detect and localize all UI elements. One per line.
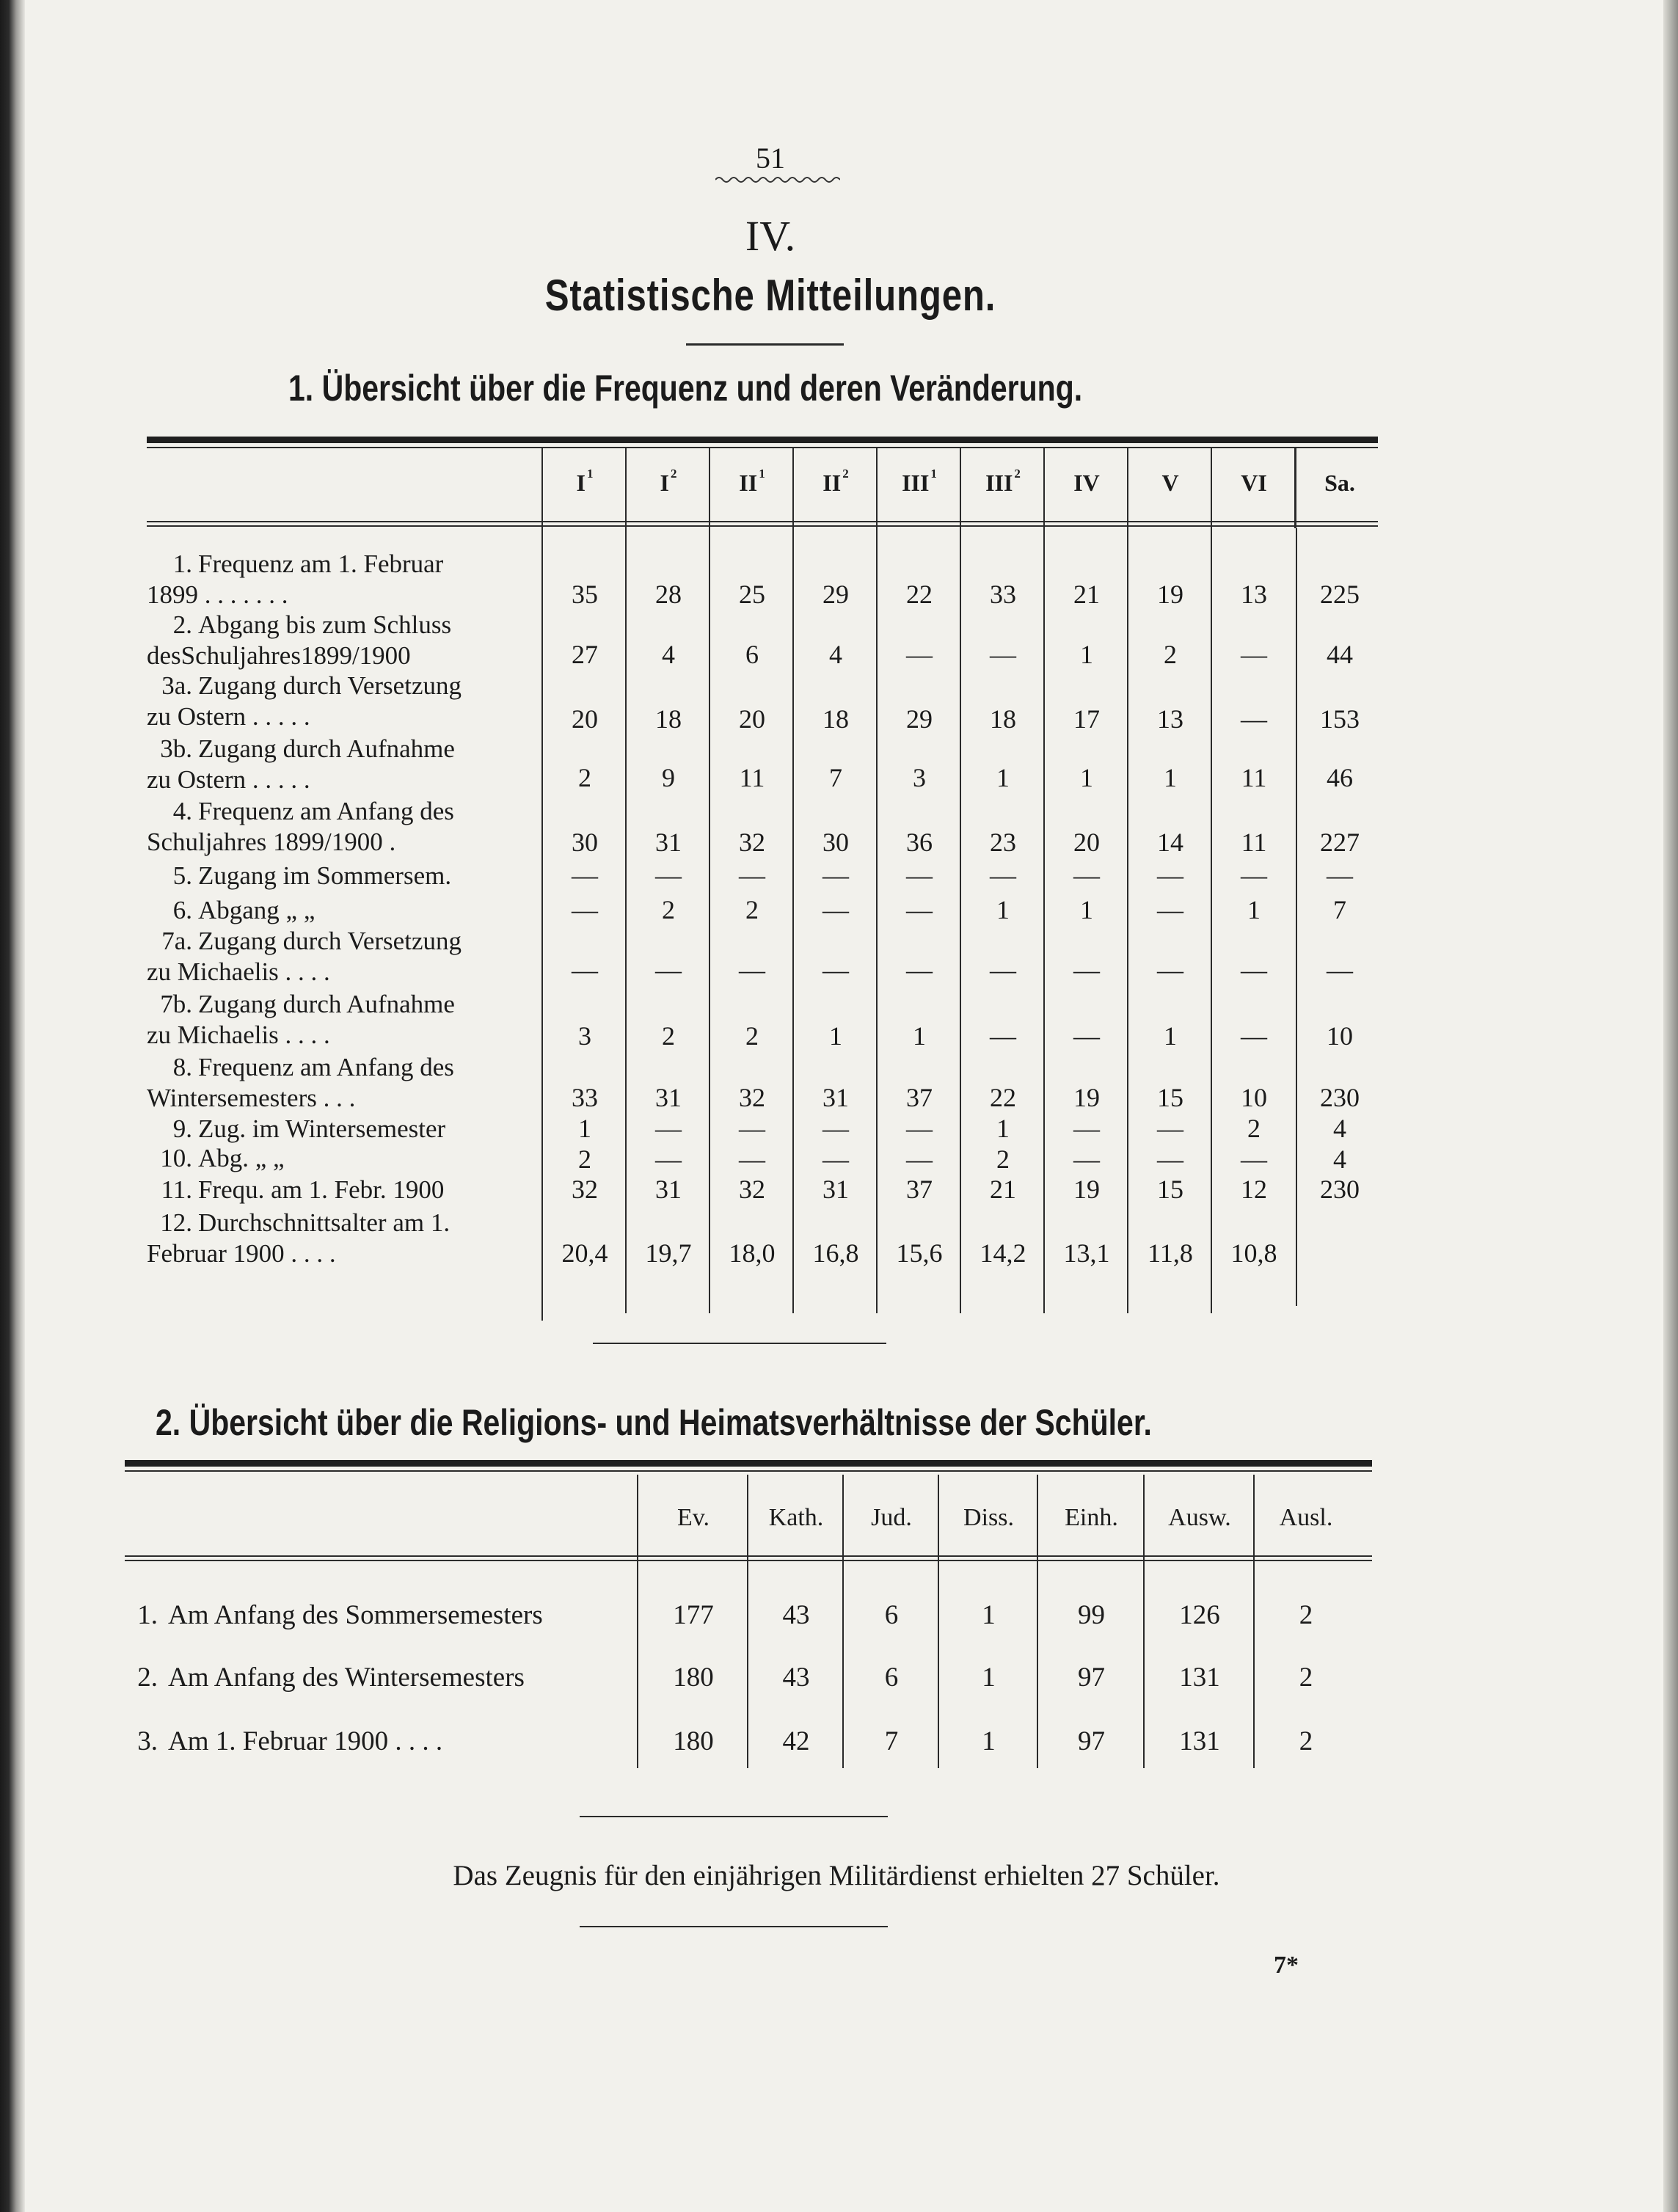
table1-cell: 1 — [1080, 895, 1093, 924]
column-header-sup: 2 — [1014, 467, 1021, 481]
table2-cell: 43 — [782, 1600, 810, 1630]
table2-column-header: Ev. — [676, 1504, 710, 1531]
table1-column-header — [794, 467, 878, 497]
table1-cell: 36 — [906, 828, 933, 857]
table1-cell: 44 — [1327, 640, 1353, 669]
table1-cell: — — [1157, 895, 1183, 924]
table1-cell: 22 — [906, 580, 933, 609]
table1-cell: — — [1241, 640, 1267, 669]
table1-column-header — [710, 467, 794, 497]
column-header-base: V — [1161, 470, 1179, 496]
table1-cell: 14,2 — [980, 1238, 1026, 1268]
table2-cell: 42 — [782, 1726, 810, 1756]
table1-cell: 10 — [1327, 1021, 1353, 1051]
table1-cell: — — [655, 1145, 682, 1174]
table1-cell: — — [1241, 704, 1267, 734]
table1-cell: — — [990, 861, 1016, 890]
table1-cell: 2 — [1164, 640, 1177, 669]
table1-cell: 13,1 — [1063, 1238, 1110, 1268]
table1-cell: 1 — [578, 1114, 591, 1143]
row-number: 2. — [137, 1662, 158, 1693]
table1-cell: — — [822, 1114, 849, 1143]
table2-column-header: Ausw. — [1168, 1504, 1231, 1531]
row-number: 9. — [172, 1114, 192, 1143]
table1-cell: 4 — [829, 640, 842, 669]
table2-row-label — [125, 1726, 442, 1757]
row-label-text: Zugang im Sommersem. — [198, 861, 452, 890]
table1-cell: 230 — [1320, 1175, 1360, 1204]
page-right-edge — [1663, 0, 1678, 2212]
table2-cell: 131 — [1179, 1726, 1220, 1756]
column-header-sup: 1 — [759, 467, 765, 481]
table1-cell: — — [1241, 955, 1267, 985]
table2-cell: 2 — [1299, 1600, 1313, 1630]
row-number: 3a. — [161, 671, 192, 700]
table1-cell: 7 — [829, 763, 842, 792]
table1-cell: 1 — [1164, 1021, 1177, 1051]
table1-cell: — — [990, 1021, 1016, 1051]
religion-table — [125, 1460, 1372, 1768]
table1-cell: 10,8 — [1230, 1238, 1277, 1268]
row-label-text: Am 1. Februar 1900 . . . . — [168, 1726, 443, 1756]
table1-cell: 32 — [739, 1175, 765, 1204]
table1-cell: — — [1073, 955, 1100, 985]
table1-row-label: zu Ostern . . . . . — [147, 765, 310, 794]
row-number: 3b. — [160, 734, 192, 763]
table1-cell: 31 — [822, 1175, 849, 1204]
row-label-text: Frequenz am Anfang des — [198, 1053, 454, 1081]
table1-cell: 11 — [1241, 763, 1267, 792]
row-label-text: Frequenz am 1. Februar — [198, 550, 444, 578]
table1-cell: 16,8 — [812, 1238, 859, 1268]
table1-cell: — — [739, 861, 765, 890]
table1-cell: 1 — [1080, 640, 1093, 669]
row-label-text: Am Anfang des Sommersemesters — [168, 1600, 543, 1630]
row-label-text: Durchschnittsalter am 1. — [198, 1208, 450, 1237]
table1-column-header — [627, 467, 710, 497]
table1-cell: 19 — [1073, 1083, 1100, 1112]
table1-cell: 2 — [662, 895, 675, 924]
table1-cell: 14 — [1157, 828, 1183, 857]
table1-row-label: zu Michaelis . . . . — [147, 957, 330, 986]
table1-row-label — [147, 549, 528, 579]
table1-column-header — [1128, 470, 1212, 497]
row-number: 5. — [172, 861, 192, 890]
table1-cell: 30 — [822, 828, 849, 857]
table2-cell: 43 — [782, 1662, 810, 1693]
table1-cell: — — [655, 955, 682, 985]
table1-cell: — — [1327, 955, 1353, 985]
table1-cell: — — [572, 861, 598, 890]
row-label-text: Abgang „ „ — [198, 896, 315, 924]
table1-cell: 21 — [1073, 580, 1100, 609]
table1-row-label — [147, 926, 528, 956]
table2-cell: 97 — [1078, 1726, 1105, 1756]
chapter-numeral: IV. — [745, 212, 796, 260]
table1-cell: — — [906, 895, 933, 924]
table1-cell: 1 — [829, 1021, 842, 1051]
table1-cell: 18 — [822, 704, 849, 734]
column-header-sup: 1 — [930, 467, 937, 481]
table1-cell: 32 — [739, 1083, 765, 1112]
table1-cell: 1 — [1080, 763, 1093, 792]
table1-cell: 20 — [739, 704, 765, 734]
column-header-base: Sa. — [1324, 470, 1355, 496]
table1-row-label — [147, 1114, 528, 1144]
table1-cell: — — [1073, 1021, 1100, 1051]
frequency-table — [147, 426, 1378, 1306]
table1-cell: 28 — [655, 580, 682, 609]
table1-cell: — — [1073, 1145, 1100, 1174]
table1-cell: 153 — [1320, 704, 1360, 734]
table1-cell: 1 — [996, 1114, 1010, 1143]
row-number: 10. — [160, 1144, 192, 1172]
table1-cell: 1 — [996, 895, 1010, 924]
table1-cell: 20 — [572, 704, 598, 734]
table1-row-label — [147, 989, 528, 1019]
table1-cell: — — [655, 1114, 682, 1143]
row-label-text: Abgang bis zum Schluss — [198, 610, 452, 639]
table1-cell: 12 — [1241, 1175, 1267, 1204]
table1-row-label — [147, 1208, 528, 1238]
table1-cell: 18 — [990, 704, 1016, 734]
table1-cell: 18,0 — [729, 1238, 776, 1268]
table1-cell: 9 — [662, 763, 675, 792]
table1-cell: 4 — [1333, 1145, 1346, 1174]
table1-cell: — — [822, 895, 849, 924]
table1-cell: 19 — [1073, 1175, 1100, 1204]
row-number: 8. — [172, 1053, 192, 1081]
table2-cell: 1 — [982, 1662, 996, 1693]
table2-cell: 97 — [1078, 1662, 1105, 1693]
table2-column-header: Diss. — [963, 1504, 1014, 1531]
table1-cell: 37 — [906, 1175, 933, 1204]
table1-row-label — [147, 895, 528, 925]
table1-cell: 1 — [913, 1021, 926, 1051]
table1-cell: — — [1073, 1114, 1100, 1143]
row-label-text: Zugang durch Versetzung — [198, 927, 462, 955]
table1-cell: 37 — [906, 1083, 933, 1112]
table1-cell: — — [739, 1114, 765, 1143]
table2-cell: 99 — [1078, 1600, 1105, 1630]
table1-cell: 4 — [1333, 1114, 1346, 1143]
row-label-text: Abg. „ „ — [198, 1144, 285, 1172]
column-header-sup: 2 — [842, 467, 849, 481]
section-divider-rule — [593, 1343, 886, 1344]
column-header-base: I — [576, 470, 586, 496]
chapter-title: Statistische Mitteilungen. — [544, 271, 996, 320]
table1-row-label — [147, 671, 528, 701]
table1-cell: 19 — [1157, 580, 1183, 609]
table1-cell: — — [906, 1145, 933, 1174]
table2-cell: 131 — [1179, 1662, 1220, 1693]
column-header-sup: 2 — [670, 467, 677, 481]
column-header-sup: 1 — [586, 467, 594, 481]
table1-cell: — — [990, 955, 1016, 985]
table2-column-header: Einh. — [1065, 1504, 1118, 1531]
column-header-base: II — [739, 470, 758, 496]
table1-cell: — — [1241, 861, 1267, 890]
table2-cell: 2 — [1299, 1662, 1313, 1693]
table1-cell: 4 — [662, 640, 675, 669]
table1-cell: 7 — [1333, 895, 1346, 924]
table1-row-label — [147, 1143, 528, 1173]
table1-row-label — [147, 861, 528, 891]
row-label-text: Zugang durch Aufnahme — [198, 734, 455, 763]
table1-cell: 230 — [1320, 1083, 1360, 1112]
table1-cell: 29 — [906, 704, 933, 734]
table2-column-header: Ausl. — [1279, 1504, 1333, 1531]
table1-cell: 20,4 — [561, 1238, 608, 1268]
column-header-base: VI — [1241, 470, 1267, 496]
row-label-text: Zugang durch Aufnahme — [198, 990, 455, 1018]
table1-cell: 17 — [1073, 704, 1100, 734]
table2-cell: 177 — [673, 1600, 714, 1630]
table1-cell: — — [1073, 861, 1100, 890]
table1-cell: — — [739, 1145, 765, 1174]
table2-row-label — [125, 1662, 525, 1693]
table1-cell: — — [655, 861, 682, 890]
row-number: 7a. — [161, 927, 192, 955]
row-label-text: Zug. im Wintersemester — [198, 1114, 446, 1143]
table2-cell: 6 — [884, 1662, 899, 1693]
table2-cell: 180 — [673, 1662, 714, 1693]
table1-row-label: zu Michaelis . . . . — [147, 1021, 330, 1049]
column-header-base: III — [902, 470, 930, 496]
row-number: 2. — [172, 610, 192, 639]
row-number: 4. — [172, 797, 192, 825]
table1-cell: 13 — [1241, 580, 1267, 609]
table2-heading: 2. Übersicht über die Religions- und Heimatsverhältnisse der Schüler. — [156, 1402, 1152, 1443]
table1-column-header — [543, 467, 627, 497]
table1-cell: — — [739, 955, 765, 985]
table1-column-header — [1045, 470, 1128, 497]
page-binding-edge — [0, 0, 25, 2212]
table1-cell: 2 — [578, 763, 591, 792]
table1-cell: 3 — [913, 763, 926, 792]
table1-row-label — [147, 1052, 528, 1082]
table1-cell: 32 — [739, 828, 765, 857]
row-label-text: Frequ. am 1. Febr. 1900 — [198, 1175, 445, 1204]
table1-cell: 2 — [996, 1145, 1010, 1174]
table1-cell: 15 — [1157, 1083, 1183, 1112]
table1-row-label: Februar 1900 . . . . — [147, 1239, 336, 1268]
table1-cell: — — [822, 1145, 849, 1174]
table1-cell: — — [1157, 955, 1183, 985]
table1-row-label: zu Ostern . . . . . — [147, 702, 310, 731]
table2-cell: 126 — [1179, 1600, 1220, 1630]
page-number: 51 — [756, 142, 785, 175]
table2-row-label — [125, 1599, 543, 1631]
table1-cell: 2 — [1247, 1114, 1261, 1143]
row-number: 3. — [137, 1726, 158, 1756]
table1-cell: — — [990, 640, 1016, 669]
table1-cell: 11,8 — [1148, 1238, 1193, 1268]
table1-cell: — — [1157, 861, 1183, 890]
table1-cell: — — [906, 955, 933, 985]
table2-cell: 180 — [673, 1726, 714, 1756]
table1-cell: — — [572, 895, 598, 924]
table1-cell: 31 — [655, 1175, 682, 1204]
table1-cell: 1 — [1164, 763, 1177, 792]
table1-cell: 31 — [655, 1083, 682, 1112]
table1-cell: 225 — [1320, 580, 1360, 609]
row-label-text: Am Anfang des Wintersemesters — [168, 1662, 525, 1693]
table1-row-label: 1899 . . . . . . . — [147, 580, 288, 609]
table1-cell: 227 — [1320, 828, 1360, 857]
table1-column-header — [1296, 470, 1384, 497]
table1-cell: 19,7 — [645, 1238, 692, 1268]
table1-cell: — — [1241, 1145, 1267, 1174]
table1-cell: 18 — [655, 704, 682, 734]
table1-cell: 29 — [822, 580, 849, 609]
signature-mark: 7* — [1274, 1952, 1299, 1979]
table1-cell: 30 — [572, 828, 598, 857]
table1-cell: 2 — [662, 1021, 675, 1051]
table2-column-header: Kath. — [768, 1504, 824, 1531]
table1-cell: 20 — [1073, 828, 1100, 857]
table1-cell: 22 — [990, 1083, 1016, 1112]
table1-cell: 46 — [1327, 763, 1353, 792]
table1-row-label: desSchuljahres1899/1900 — [147, 641, 411, 670]
row-number: 1. — [172, 550, 192, 578]
table1-heading: 1. Übersicht über die Frequenz und deren Veränderung. — [288, 368, 1083, 409]
table2-cell: 1 — [982, 1600, 996, 1630]
table1-row-label: Wintersemesters . . . — [147, 1084, 356, 1112]
row-number: 11. — [161, 1175, 192, 1204]
table1-cell: 11 — [739, 763, 765, 792]
table1-cell: 27 — [572, 640, 598, 669]
table1-cell: 15 — [1157, 1175, 1183, 1204]
column-header-base: III — [985, 470, 1013, 496]
table1-cell: — — [906, 861, 933, 890]
table1-cell: 10 — [1241, 1083, 1267, 1112]
column-header-base: IV — [1073, 470, 1100, 496]
table1-cell: 23 — [990, 828, 1016, 857]
table1-cell: — — [572, 955, 598, 985]
table2-cell: 2 — [1299, 1726, 1313, 1756]
table1-cell: — — [1241, 1021, 1267, 1051]
row-number: 6. — [172, 896, 192, 924]
militaerdienst-note: Das Zeugnis für den einjährigen Militärdienst erhielten 27 Schüler. — [453, 1860, 1220, 1891]
table1-cell: — — [1157, 1145, 1183, 1174]
table2-cell: 1 — [982, 1726, 996, 1756]
table1-cell: — — [822, 861, 849, 890]
row-label-text: Frequenz am Anfang des — [198, 797, 454, 825]
title-rule — [686, 343, 844, 346]
table1-cell: 35 — [572, 580, 598, 609]
table1-cell: 11 — [1241, 828, 1267, 857]
table1-row-label: Schuljahres 1899/1900 . — [147, 828, 396, 856]
table1-cell: — — [906, 1114, 933, 1143]
table1-cell: 2 — [578, 1145, 591, 1174]
column-header-base: I — [660, 470, 669, 496]
table1-cell: — — [1327, 861, 1353, 890]
table1-row-label — [147, 796, 528, 826]
table1-cell: 6 — [745, 640, 759, 669]
table1-cell: 31 — [655, 828, 682, 857]
table1-cell: 2 — [745, 895, 759, 924]
table1-cell: 21 — [990, 1175, 1016, 1204]
table1-cell: 3 — [578, 1021, 591, 1051]
table1-cell: 32 — [572, 1175, 598, 1204]
table1-cell: 33 — [572, 1083, 598, 1112]
table2-column-header: Jud. — [871, 1504, 912, 1531]
table1-column-header — [878, 467, 961, 497]
column-header-base: II — [822, 470, 842, 496]
table1-row-label — [147, 1175, 528, 1205]
table1-row-label — [147, 610, 528, 640]
wavy-ornament — [715, 175, 840, 185]
table1-cell: 2 — [745, 1021, 759, 1051]
row-number: 7b. — [160, 990, 192, 1018]
row-number: 12. — [160, 1208, 192, 1237]
table1-cell: 31 — [822, 1083, 849, 1112]
row-label-text: Zugang durch Versetzung — [198, 671, 462, 700]
table1-cell: 13 — [1157, 704, 1183, 734]
table1-cell: 1 — [1247, 895, 1261, 924]
table2-cell: 7 — [884, 1726, 899, 1756]
table2-cell: 6 — [884, 1600, 899, 1630]
table1-cell: — — [822, 955, 849, 985]
table1-column-header — [961, 467, 1045, 497]
table1-cell: 33 — [990, 580, 1016, 609]
table1-cell: — — [1157, 1114, 1183, 1143]
note-top-rule — [580, 1816, 888, 1817]
note-bottom-rule — [580, 1926, 888, 1927]
table1-cell: 1 — [996, 763, 1010, 792]
table1-row-label — [147, 734, 528, 764]
table1-cell: 15,6 — [896, 1238, 943, 1268]
table1-column-header — [1212, 470, 1296, 497]
table1-cell: — — [906, 640, 933, 669]
row-number: 1. — [137, 1600, 158, 1630]
table1-cell: 25 — [739, 580, 765, 609]
